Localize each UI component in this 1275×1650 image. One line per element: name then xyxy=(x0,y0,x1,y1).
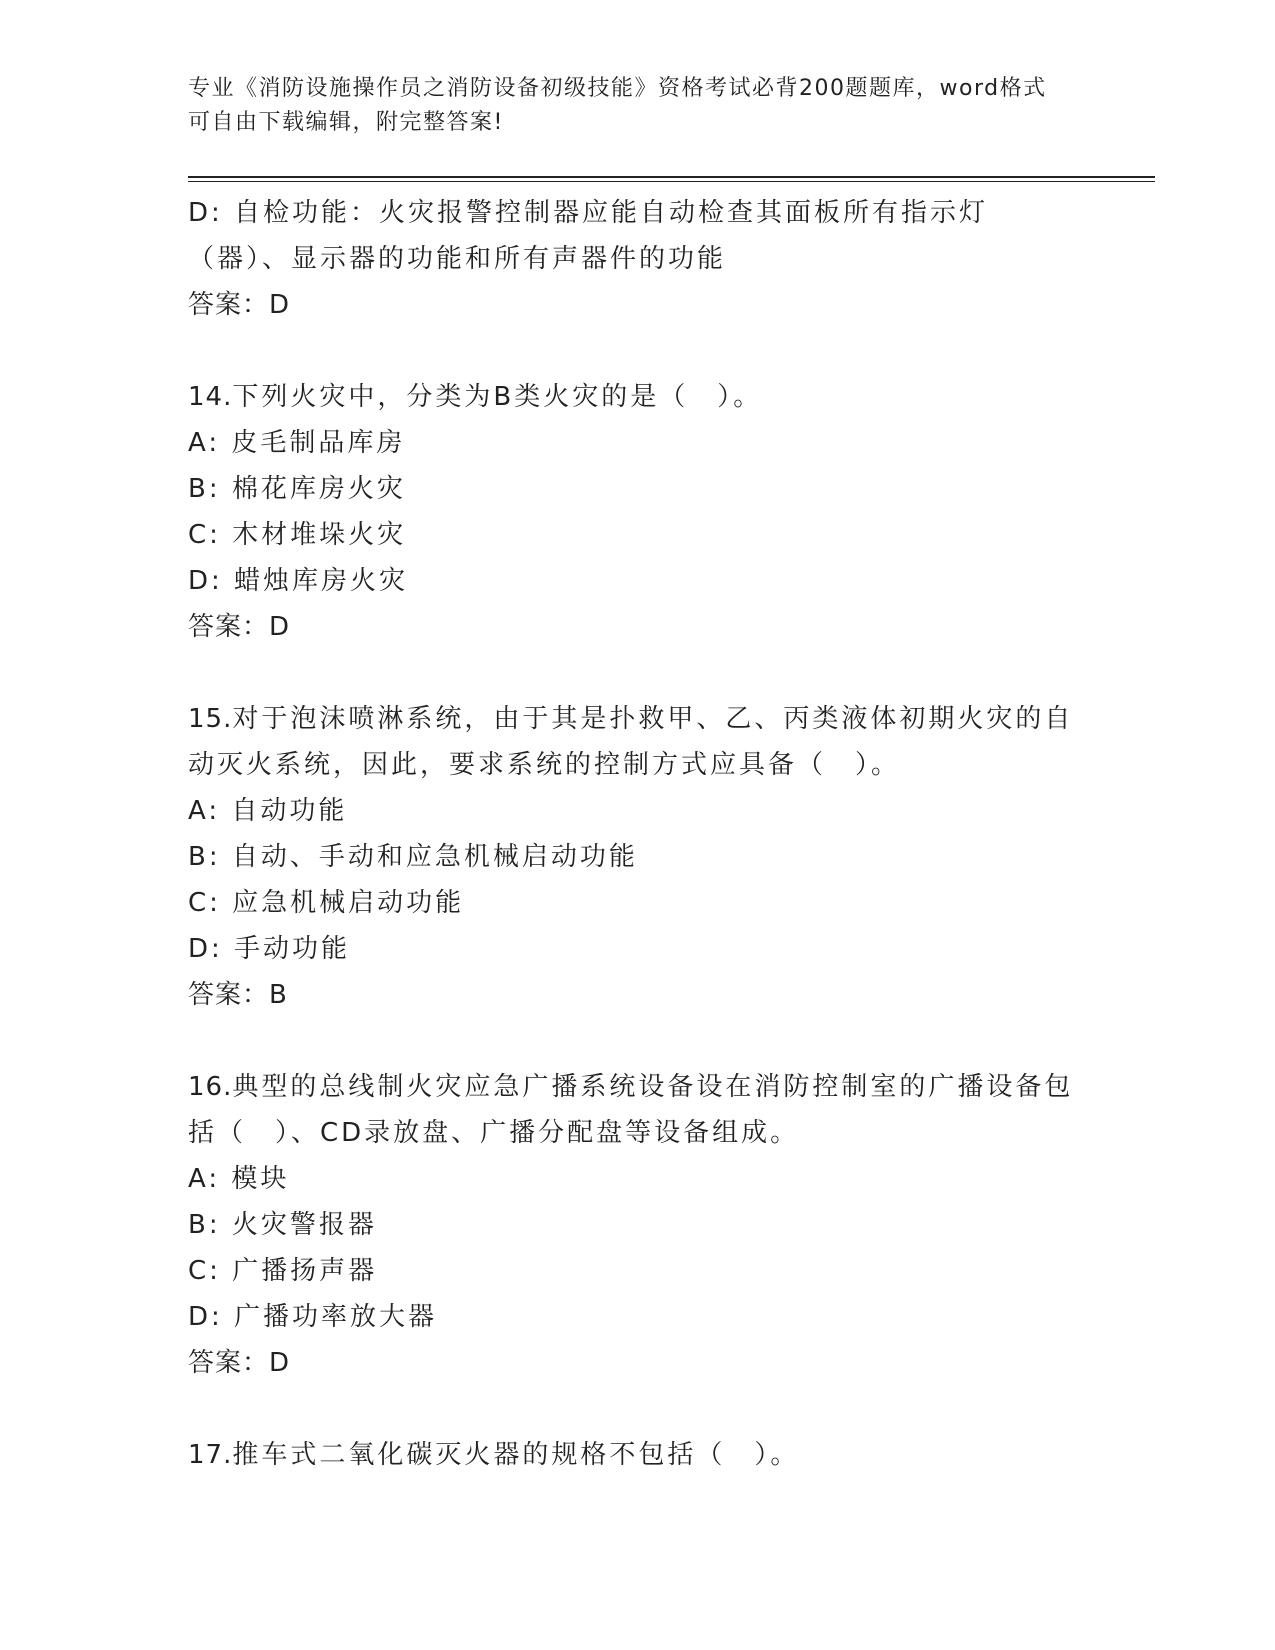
spacer xyxy=(188,650,1088,696)
option-b: B: 火灾警报器 xyxy=(188,1210,377,1240)
spacer xyxy=(188,328,1088,374)
question-text: 典型的总线制火灾应急广播系统设备设在消防控制室的广播设备包括（ ）、CD录放盘、广播分配盘等设备组成。 xyxy=(188,1072,1074,1148)
spacer xyxy=(188,1386,1088,1432)
header-divider-thick xyxy=(188,176,1155,178)
question-number: 17. xyxy=(188,1440,233,1470)
option-a: A: 模块 xyxy=(188,1164,290,1194)
option-d: D: 广播功率放大器 xyxy=(188,1302,438,1332)
question-stem xyxy=(188,696,1078,788)
option-d: D: 蜡烛库房火灾 xyxy=(188,566,409,596)
question-text: 推车式二氧化碳灭火器的规格不包括（ ）。 xyxy=(232,1440,800,1470)
spacer xyxy=(188,1018,1088,1064)
question-stem xyxy=(188,1064,1078,1156)
answer-line: 答案：D xyxy=(188,1348,291,1378)
question-text: 下列火灾中，分类为B类火灾的是（ ）。 xyxy=(232,382,763,412)
question-number: 14. xyxy=(188,382,233,412)
question-number: 16. xyxy=(188,1072,233,1102)
option-c: C: 应急机械启动功能 xyxy=(188,888,465,918)
option-c: C: 广播扬声器 xyxy=(188,1256,378,1286)
option-a: A: 皮毛制品库房 xyxy=(188,428,406,458)
header-title: 专业《消防设施操作员之消防设备初级技能》资格考试必背200题题库，word格式可自由下载编辑，附完整答案! xyxy=(188,76,1047,135)
option-a: A: 自动功能 xyxy=(188,796,348,826)
document-header xyxy=(188,72,1068,140)
question-stem xyxy=(188,1432,1078,1478)
answer-line: 答案：B xyxy=(188,980,288,1010)
question-content xyxy=(188,190,1088,1478)
option-d: D: 自检功能：火灾报警控制器应能自动检查其面板所有指示灯（器）、显示器的功能和所有声器件的功能 xyxy=(188,198,989,274)
option-b: B: 自动、手动和应急机械启动功能 xyxy=(188,842,638,872)
option-c: C: 木材堆垛火灾 xyxy=(188,520,407,550)
header-divider-thin xyxy=(188,181,1155,182)
question-text: 对于泡沫喷淋系统，由于其是扑救甲、乙、丙类液体初期火灾的自动灭火系统，因此，要求系统的控制方式应具备（ ）。 xyxy=(188,704,1074,780)
answer-line: 答案：D xyxy=(188,612,291,642)
question-number: 15. xyxy=(188,704,233,734)
question-stem xyxy=(188,374,1078,420)
option-d: D: 手动功能 xyxy=(188,934,351,964)
option-b: B: 棉花库房火灾 xyxy=(188,474,406,504)
answer-line: 答案：D xyxy=(188,290,291,320)
